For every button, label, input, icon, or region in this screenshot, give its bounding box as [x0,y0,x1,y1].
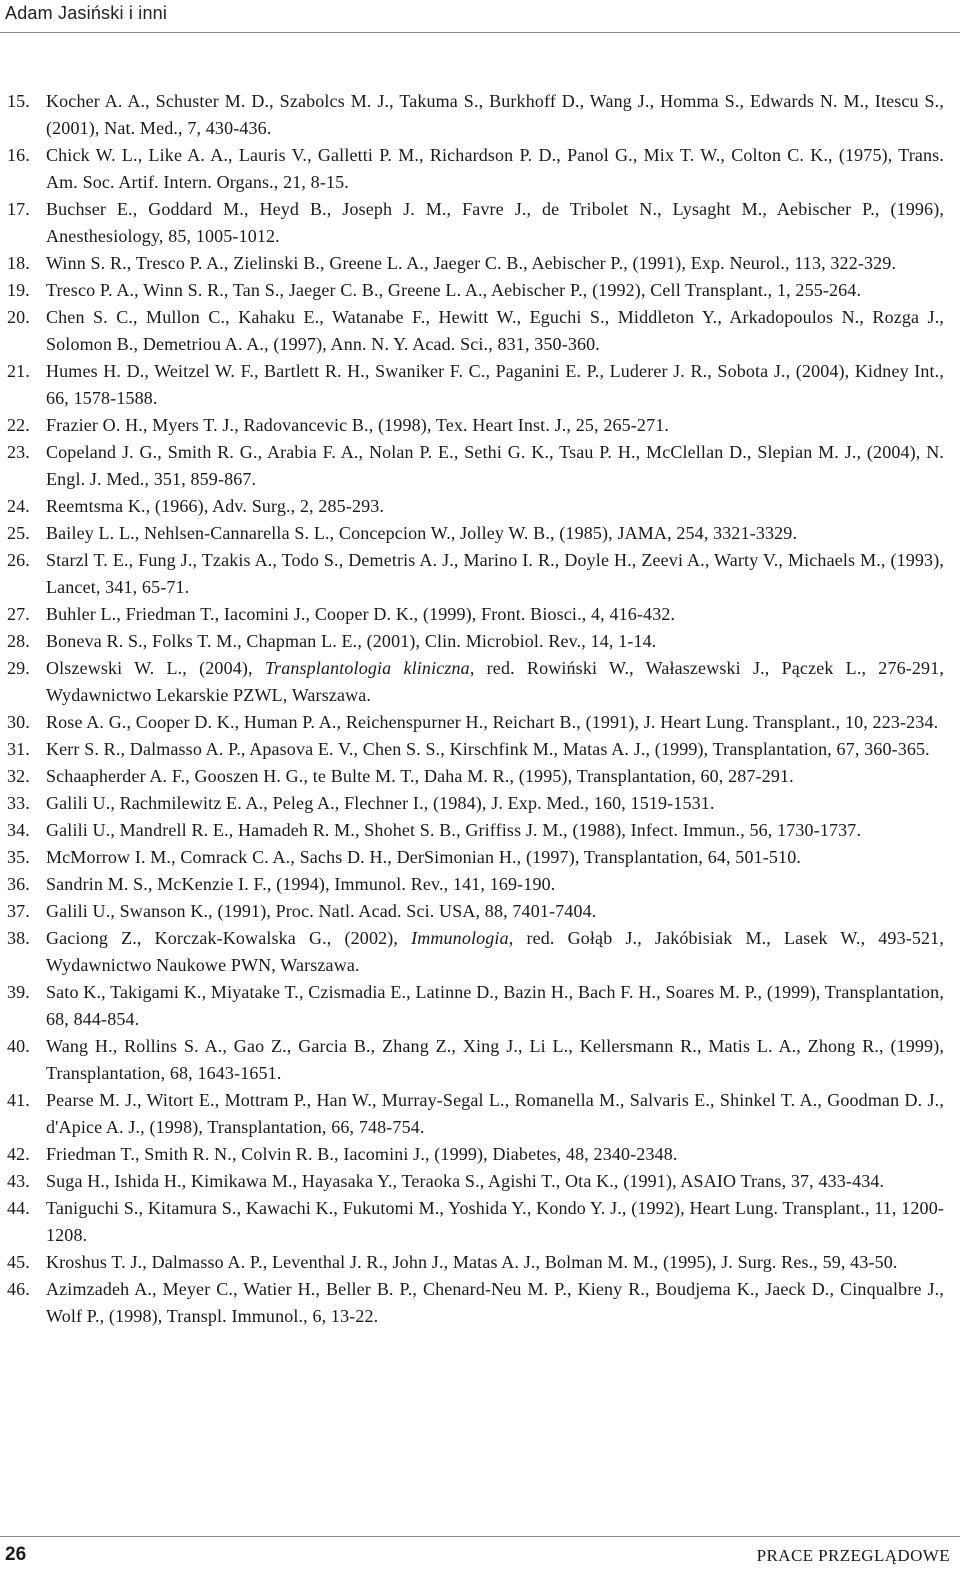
reference-number: 39. [7,982,30,1002]
reference-book-title: Transplantologia kliniczna [264,658,470,678]
reference-item [0,628,960,655]
reference-text: McMorrow I. M., Comrack C. A., Sachs D. H., DerSimonian H., (1997), Transplantation, 64, 501-510. [46,847,801,867]
reference-number: 22. [7,415,30,435]
reference-text: Sandrin M. S., McKenzie I. F., (1994), Immunol. Rev., 141, 169-190. [46,874,556,894]
reference-number: 38. [7,928,30,948]
reference-text: Suga H., Ishida H., Kimikawa M., Hayasaka Y., Teraoka S., Agishi T., Ota K., (1991), ASAIO Trans, 37, 433-434. [46,1171,885,1191]
reference-text [46,928,944,975]
reference-number: 35. [7,847,30,867]
reference-item [0,1141,960,1168]
reference-text: Boneva R. S., Folks T. M., Chapman L. E., (2001), Clin. Microbiol. Rev., 14, 1-14. [46,631,657,651]
reference-item [0,817,960,844]
reference-number: 46. [7,1279,30,1299]
reference-number: 37. [7,901,30,921]
reference-item [0,1087,960,1141]
reference-text: Copeland J. G., Smith R. G., Arabia F. A., Nolan P. E., Sethi G. K., Tsau P. H., McClellan D., Slepian M. J., (2004), N. Engl. J. Med., 351, 859-867. [46,442,944,489]
reference-text: Pearse M. J., Witort E., Mottram P., Han W., Murray-Segal L., Romanella M., Salvaris E., Shinkel T. A., Goodman D. J., d'Apice A. J., (1998), Transplantation, 66, 748-754. [46,1090,944,1137]
reference-item [0,655,960,709]
reference-book-title: Immunologia [411,928,509,948]
reference-number: 29. [7,658,30,678]
reference-number: 28. [7,631,30,651]
reference-number: 19. [7,280,30,300]
reference-text: Kroshus T. J., Dalmasso A. P., Leventhal J. R., John J., Matas A. J., Bolman M. M., (1995), J. Surg. Res., 59, 43-50. [46,1252,898,1272]
reference-item [0,1033,960,1087]
reference-list [0,88,960,1330]
reference-item [0,763,960,790]
reference-text: Galili U., Swanson K., (1991), Proc. Natl. Acad. Sci. USA, 88, 7401-7404. [46,901,597,921]
reference-number: 43. [7,1171,30,1191]
reference-number: 15. [7,91,30,111]
footer-divider [0,1536,960,1537]
reference-text: Frazier O. H., Myers T. J., Radovancevic B., (1998), Tex. Heart Inst. J., 25, 265-271. [46,415,670,435]
reference-text: Tresco P. A., Winn S. R., Tan S., Jaeger C. B., Greene L. A., Aebischer P., (1992), Cell Transplant., 1, 255-264. [46,280,862,300]
reference-text: Kerr S. R., Dalmasso A. P., Apasova E. V., Chen S. S., Kirschfink M., Matas A. J., (1999), Transplantation, 67, 360-365. [46,739,930,759]
reference-item [0,925,960,979]
reference-number: 34. [7,820,30,840]
reference-item [0,196,960,250]
reference-number: 25. [7,523,30,543]
journal-section-label: PRACE PRZEGLĄDOWE [756,1546,950,1565]
reference-item [0,709,960,736]
reference-text-suffix: , red. Gołąb J., Jakóbisiak M., Lasek W., 493-521, Wydawnictwo Naukowe PWN, Warszawa. [46,928,944,975]
reference-number: 31. [7,739,30,759]
reference-text: Taniguchi S., Kitamura S., Kawachi K., Fukutomi M., Yoshida Y., Kondo Y. J., (1992), Heart Lung. Transplant., 11, 1200-1208. [46,1198,944,1245]
reference-item [0,520,960,547]
reference-item [0,1168,960,1195]
reference-text: Azimzadeh A., Meyer C., Watier H., Beller B. P., Chenard-Neu M. P., Kieny R., Boudjema K., Jaeck D., Cinqualbre J., Wolf P., (1998), Transpl. Immunol., 6, 13-22. [46,1279,944,1326]
reference-item [0,142,960,196]
reference-number: 44. [7,1198,30,1218]
reference-number: 36. [7,874,30,894]
reference-text-suffix: , red. Rowiński W., Wałaszewski J., Pączek L., 276-291, Wydawnictwo Lekarskie PZWL, Warszawa. [46,658,944,705]
reference-item [0,844,960,871]
reference-item [0,790,960,817]
reference-number: 27. [7,604,30,624]
page-number: 26 [5,1544,27,1565]
reference-text: Winn S. R., Tresco P. A., Zielinski B., Greene L. A., Jaeger C. B., Aebischer P., (1991), Exp. Neurol., 113, 322-329. [46,253,897,273]
reference-text: Galili U., Mandrell R. E., Hamadeh R. M., Shohet S. B., Griffiss J. M., (1988), Infect. Immun., 56, 1730-1737. [46,820,862,840]
reference-item [0,304,960,358]
reference-item [0,979,960,1033]
reference-text: Wang H., Rollins S. A., Gao Z., Garcia B., Zhang Z., Xing J., Li L., Kellersmann R., Matis L. A., Zhong R., (1999), Transplantation, 68, 1643-1651. [46,1036,944,1083]
reference-number: 30. [7,712,30,732]
reference-text: Kocher A. A., Schuster M. D., Szabolcs M. J., Takuma S., Burkhoff D., Wang J., Homma S., Edwards N. M., Itescu S., (2001), Nat. Med., 7, 430-436. [46,91,944,138]
reference-text: Bailey L. L., Nehlsen-Cannarella S. L., Concepcion W., Jolley W. B., (1985), JAMA, 254, 3321-3329. [46,523,798,543]
reference-item [0,736,960,763]
reference-text: Starzl T. E., Fung J., Tzakis A., Todo S., Demetris A. J., Marino I. R., Doyle H., Zeevi A., Warty V., Michaels M., (1993), Lancet, 341, 65-71. [46,550,944,597]
reference-text: Buhler L., Friedman T., Iacomini J., Cooper D. K., (1999), Front. Biosci., 4, 416-432. [46,604,676,624]
reference-number: 45. [7,1252,30,1272]
reference-item [0,1195,960,1249]
reference-number: 26. [7,550,30,570]
reference-text: Buchser E., Goddard M., Heyd B., Joseph J. M., Favre J., de Tribolet N., Lysaght M., Aebischer P., (1996), Anesthesiology, 85, 1005-1012. [46,199,944,246]
reference-number: 18. [7,253,30,273]
reference-text: Chen S. C., Mullon C., Kahaku E., Watanabe F., Hewitt W., Eguchi S., Middleton Y., Arkadopoulos N., Rozga J., Solomon B., Demetriou A. A., (1997), Ann. N. Y. Acad. Sci., 831, 350-360. [46,307,944,354]
reference-text: Galili U., Rachmilewitz E. A., Peleg A., Flechner I., (1984), J. Exp. Med., 160, 1519-1531. [46,793,715,813]
reference-item [0,493,960,520]
reference-number: 21. [7,361,30,381]
reference-number: 32. [7,766,30,786]
reference-item [0,358,960,412]
reference-number: 20. [7,307,30,327]
reference-text [46,658,944,705]
running-head: Adam Jasiński i inni [5,3,168,23]
reference-text: Sato K., Takigami K., Miyatake T., Czismadia E., Latinne D., Bazin H., Bach F. H., Soares M. P., (1999), Transplantation, 68, 844-854. [46,982,944,1029]
reference-text-prefix: Olszewski W. L., (2004), [46,658,265,678]
reference-number: 17. [7,199,30,219]
reference-item [0,439,960,493]
reference-number: 42. [7,1144,30,1164]
reference-text-prefix: Gaciong Z., Korczak-Kowalska G., (2002), [46,928,412,948]
reference-item [0,547,960,601]
reference-item [0,1249,960,1276]
reference-text: Humes H. D., Weitzel W. F., Bartlett R. H., Swaniker F. C., Paganini E. P., Luderer J. R., Sobota J., (2004), Kidney Int., 66, 1578-1588. [46,361,944,408]
reference-number: 41. [7,1090,30,1110]
reference-item [0,871,960,898]
reference-text: Reemtsma K., (1966), Adv. Surg., 2, 285-293. [46,496,385,516]
reference-number: 24. [7,496,30,516]
reference-item [0,1276,960,1330]
reference-text: Chick W. L., Like A. A., Lauris V., Galletti P. M., Richardson P. D., Panol G., Mix T. W., Colton C. K., (1975), Trans. Am. Soc. Artif. Intern. Organs., 21, 8-15. [46,145,944,192]
reference-text: Schaapherder A. F., Gooszen H. G., te Bulte M. T., Daha M. R., (1995), Transplantation, 60, 287-291. [46,766,794,786]
reference-item [0,250,960,277]
reference-number: 33. [7,793,30,813]
reference-text: Friedman T., Smith R. N., Colvin R. B., Iacomini J., (1999), Diabetes, 48, 2340-2348. [46,1144,678,1164]
reference-item [0,277,960,304]
reference-text: Rose A. G., Cooper D. K., Human P. A., Reichenspurner H., Reichart B., (1991), J. Heart Lung. Transplant., 10, 223-234. [46,712,939,732]
reference-item [0,601,960,628]
reference-number: 16. [7,145,30,165]
reference-number: 40. [7,1036,30,1056]
reference-item [0,898,960,925]
reference-item [0,412,960,439]
reference-number: 23. [7,442,30,462]
header-divider [0,32,960,33]
reference-item [0,88,960,142]
